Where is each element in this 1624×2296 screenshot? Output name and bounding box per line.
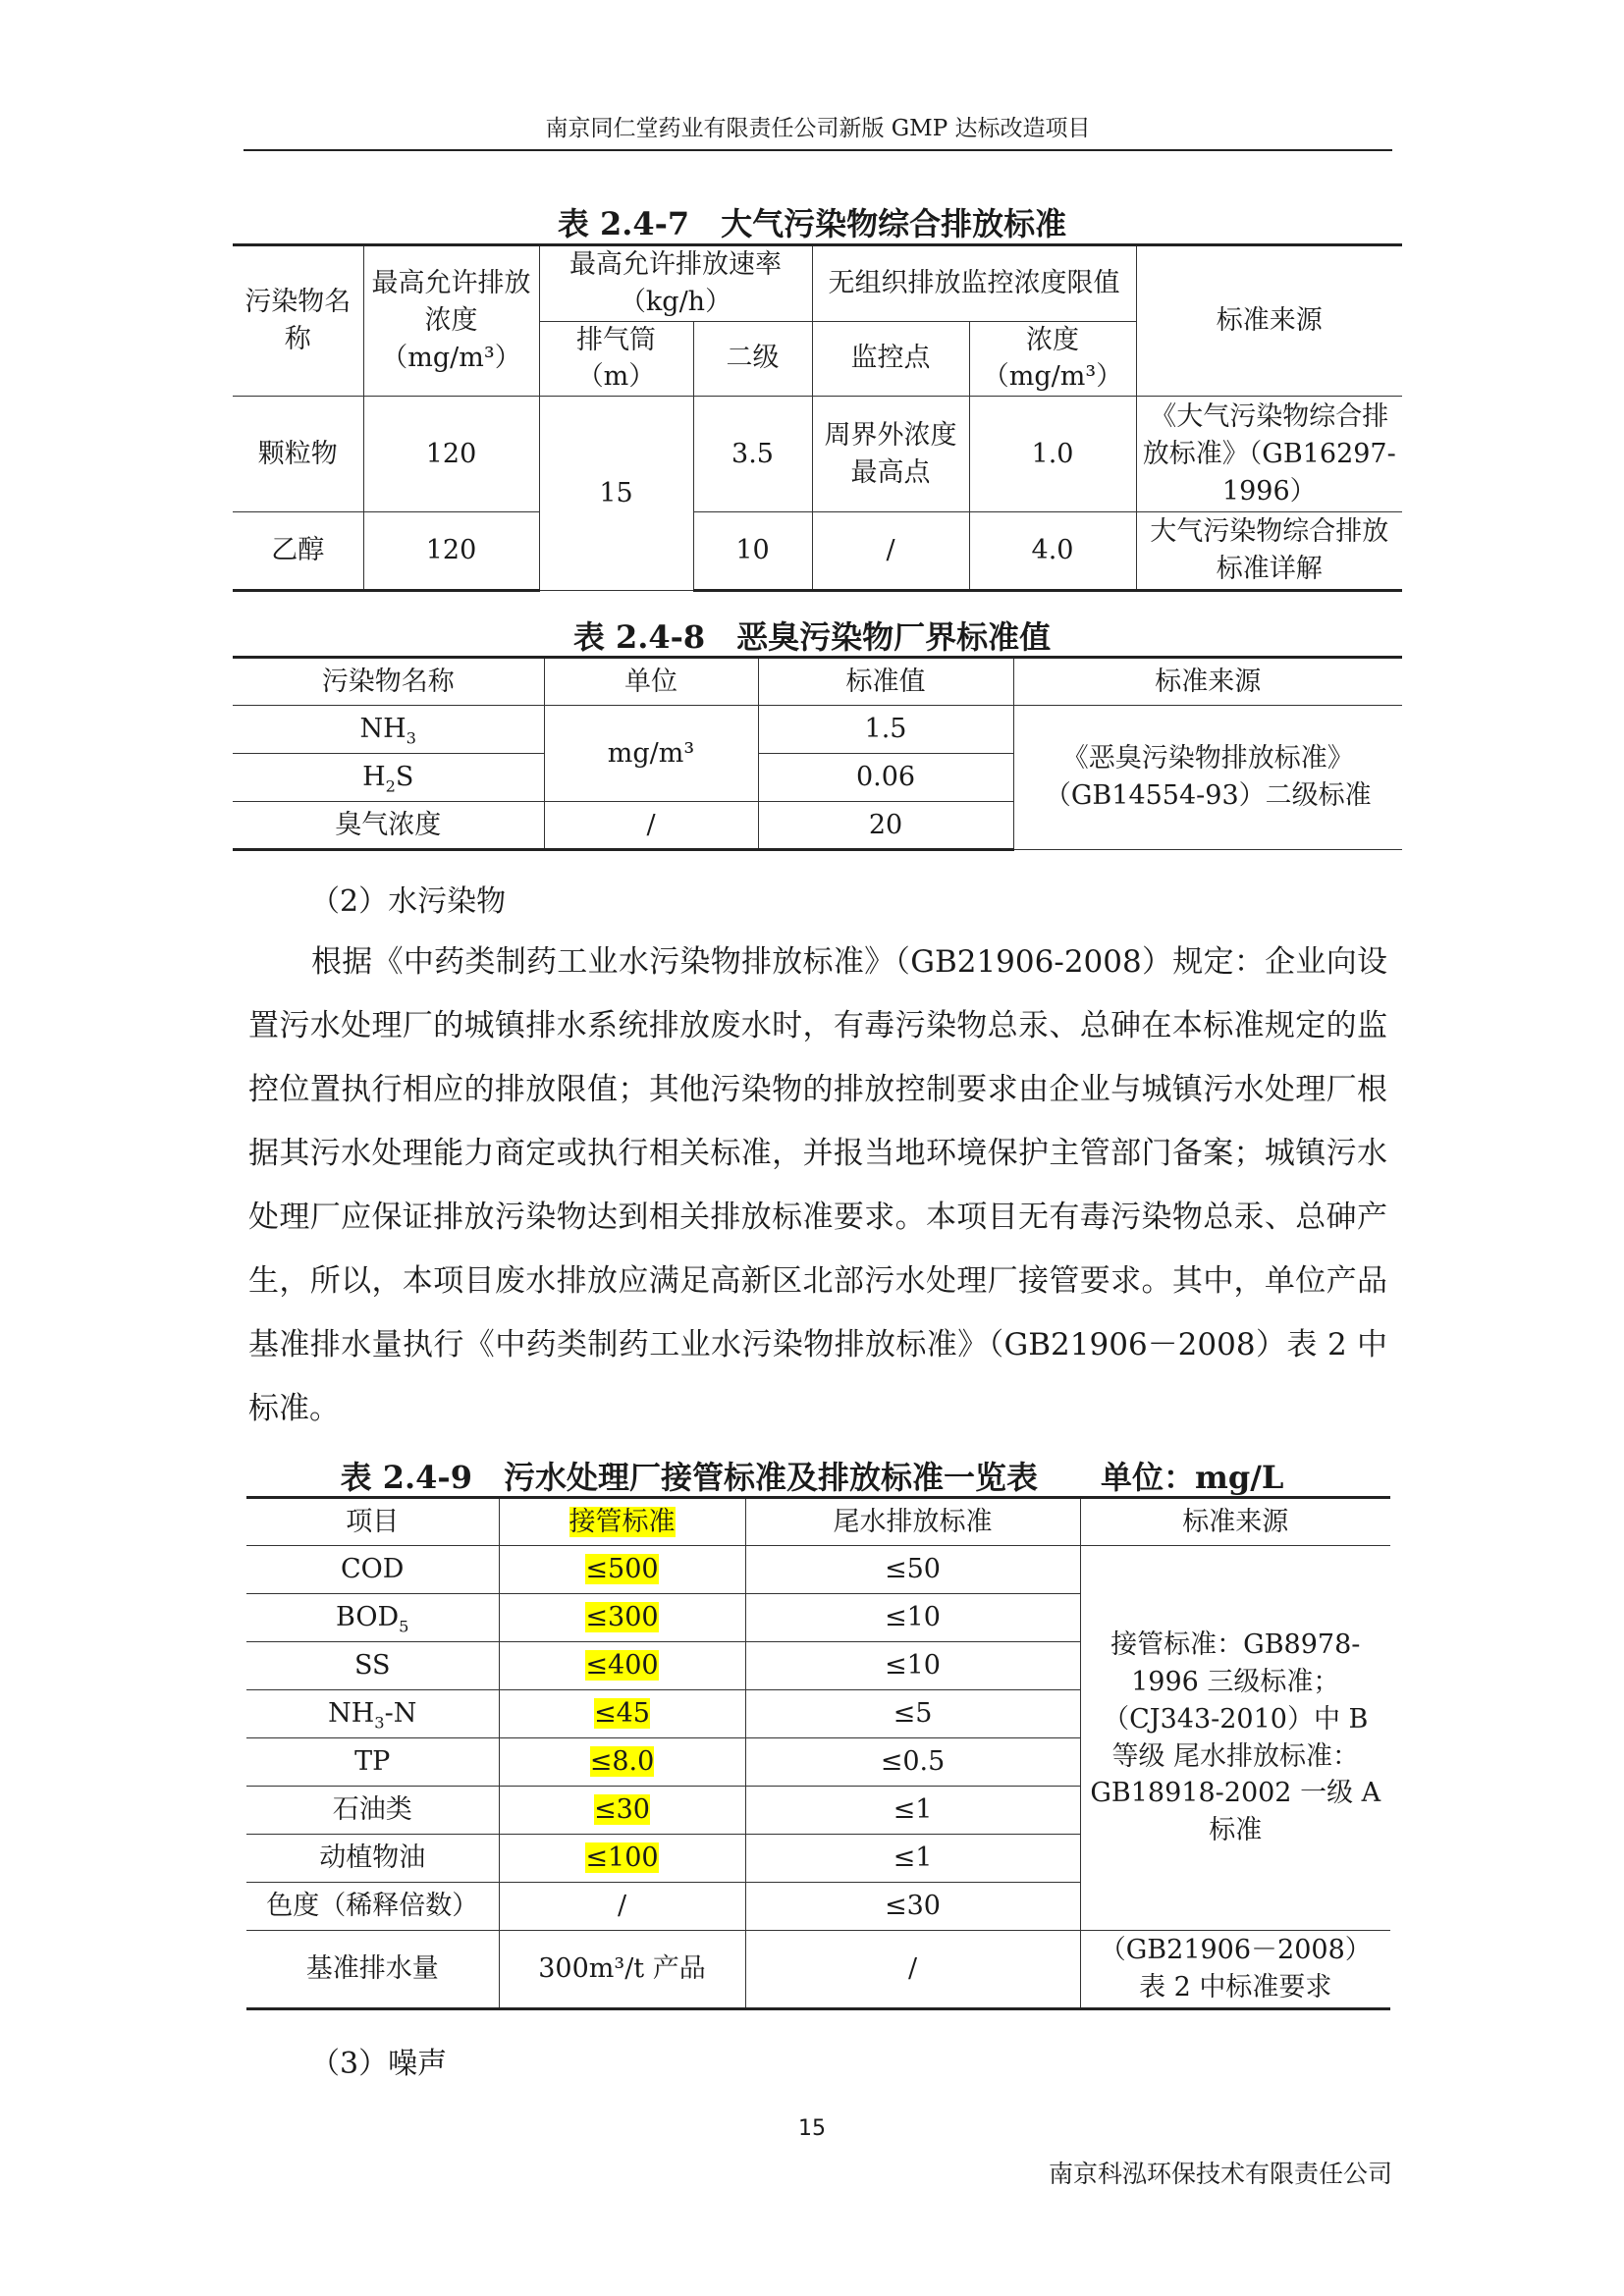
t3-cell: SS: [246, 1642, 499, 1690]
t1-h-unorg: 无组织排放监控浓度限值: [812, 245, 1136, 322]
t3-cell: ≤1: [745, 1787, 1080, 1835]
t1-h-conc: 最高允许排放浓度（mg/m³）: [363, 245, 539, 397]
paragraph-text: 根据《中药类制药工业水污染物排放标准》（GB21906-2008）规定：企业向设置污水处理厂的城镇排水系统排放废水时，有毒污染物总汞、总砷在本标准规定的监控位置执行相应的排放限值；其他污染物的排放控制要求由企业与城镇污水处理厂根据其污水处理能力商定或执行相关标准，并报当地环境保护主管部门备案；城镇污水处理厂应保证排放污染物达到相关排放标准要求。本项目无有毒污染物总汞、总砷产生，所以，本项目废水排放应满足高新区北部污水处理厂接管要求。其中，单位产品基准排水量执行《中药类制药工业水污染物排放标准》（GB21906－2008）表 2 中标准。: [248, 944, 1387, 1426]
t3-cell: ≤0.5: [745, 1738, 1080, 1787]
highlight: ≤100: [585, 1842, 659, 1874]
t1-cell: /: [812, 512, 969, 591]
t3-source-merged: 接管标准：GB8978-1996 三级标准；（CJ343-2010）中 B 等级 尾水排放标准：GB18918-2002 一级 A 标准: [1080, 1546, 1390, 1931]
highlight: ≤300: [585, 1602, 659, 1633]
highlight: 接管标准: [568, 1506, 676, 1537]
table-row: [246, 1931, 1390, 2009]
t1-h-stack: 排气筒（m）: [539, 321, 693, 397]
t3-cell: 石油类: [246, 1787, 499, 1835]
t1-cell: 周界外浓度最高点: [812, 397, 969, 512]
t1-cell: 120: [363, 397, 539, 512]
t1-h-source: 标准来源: [1136, 245, 1402, 397]
table3-caption: 表 2.4-9 污水处理厂接管标准及排放标准一览表 单位：mg/L: [340, 1459, 1284, 1496]
t3-cell: （GB21906－2008）表 2 中标准要求: [1080, 1931, 1390, 2009]
t1-cell: 1.0: [969, 397, 1136, 512]
t1-h-name: 污染物名称: [233, 245, 363, 397]
table1: [233, 243, 1402, 592]
t1-cell: 3.5: [693, 397, 812, 512]
highlight: ≤500: [585, 1554, 659, 1585]
t1-cell: 乙醇: [233, 512, 363, 591]
t3-header-intake: [499, 1498, 745, 1546]
t2-header: 污染物名称: [233, 658, 544, 706]
t2-header: 标准值: [758, 658, 1013, 706]
t1-h-conc2: 浓度（mg/m³）: [969, 321, 1136, 397]
section-water: （2）水污染物: [310, 884, 507, 919]
t1-h-rate: 最高允许排放速率（kg/h）: [539, 245, 812, 322]
t1-stack-height: 15: [539, 397, 693, 591]
t3-cell: /: [745, 1931, 1080, 2009]
t2-header: 单位: [544, 658, 758, 706]
table3: [246, 1496, 1390, 2010]
t2-source: 《恶臭污染物排放标准》（GB14554-93）二级标准: [1013, 706, 1402, 850]
t3-cell: 基准排水量: [246, 1931, 499, 2009]
t3-cell: COD: [246, 1546, 499, 1594]
t3-cell: [499, 1642, 745, 1690]
t3-cell: [499, 1546, 745, 1594]
highlight: ≤30: [594, 1794, 650, 1826]
table2-caption: 表 2.4-8 恶臭污染物厂界标准值: [572, 618, 1052, 656]
t3-cell: [499, 1787, 745, 1835]
t3-cell: [499, 1835, 745, 1883]
table1-caption: 表 2.4-7 大气污染物综合排放标准: [557, 205, 1067, 242]
table-row: [233, 397, 1402, 512]
t2-cell: 20: [758, 802, 1013, 850]
document-header: 南京同仁堂药业有限责任公司新版 GMP 达标改造项目: [545, 116, 1091, 141]
t2-cell-h2s: $H_2S$: [233, 754, 544, 802]
t2-cell: 0.06: [758, 754, 1013, 802]
t1-cell: 《大气污染物综合排放标准》（GB16297-1996）: [1136, 397, 1402, 512]
t2-header: 标准来源: [1013, 658, 1402, 706]
t1-cell: 10: [693, 512, 812, 591]
t1-cell: 大气污染物综合排放标准详解: [1136, 512, 1402, 591]
t1-h-point: 监控点: [812, 321, 969, 397]
t3-cell: ≤5: [745, 1690, 1080, 1738]
t1-cell: 颗粒物: [233, 397, 363, 512]
t2-cell-nh3: $NH_3$: [233, 706, 544, 754]
t1-h-level2: 二级: [693, 321, 812, 397]
table2: [233, 656, 1402, 851]
page-number: 15: [798, 2116, 826, 2141]
t3-cell: /: [499, 1883, 745, 1931]
document-footer: 南京科泓环保技术有限责任公司: [1048, 2160, 1392, 2188]
t3-cell: ≤1: [745, 1835, 1080, 1883]
body-paragraph: [248, 931, 1387, 1441]
t3-cell-nh3n: $NH_3-N$: [246, 1690, 499, 1738]
t3-cell: ≤50: [745, 1546, 1080, 1594]
section-noise: （3）噪声: [310, 2047, 448, 2081]
t3-header: 尾水排放标准: [745, 1498, 1080, 1546]
highlight: ≤400: [585, 1650, 659, 1682]
t3-cell: [499, 1594, 745, 1642]
t3-cell: ≤10: [745, 1594, 1080, 1642]
t2-cell: 臭气浓度: [233, 802, 544, 850]
t3-cell: TP: [246, 1738, 499, 1787]
t2-cell: /: [544, 802, 758, 850]
t2-cell: 1.5: [758, 706, 1013, 754]
t3-cell: 色度（稀释倍数）: [246, 1883, 499, 1931]
table-row: [233, 706, 1402, 754]
t1-cell: 4.0: [969, 512, 1136, 591]
t1-cell: 120: [363, 512, 539, 591]
t3-header: 标准来源: [1080, 1498, 1390, 1546]
t3-header: 项目: [246, 1498, 499, 1546]
t3-cell-bod5: $BOD_5$: [246, 1594, 499, 1642]
t3-cell: [499, 1738, 745, 1787]
t3-cell: ≤30: [745, 1883, 1080, 1931]
table-row: [233, 512, 1402, 591]
t3-cell: 动植物油: [246, 1835, 499, 1883]
t2-unit-merged: mg/m³: [544, 706, 758, 802]
highlight: ≤8.0: [589, 1746, 655, 1778]
header-rule: [244, 149, 1392, 151]
t3-cell: ≤10: [745, 1642, 1080, 1690]
table-row: [246, 1546, 1390, 1594]
t3-cell: [499, 1690, 745, 1738]
t3-cell: 300m³/t 产品: [499, 1931, 745, 2009]
highlight: ≤45: [594, 1698, 650, 1730]
